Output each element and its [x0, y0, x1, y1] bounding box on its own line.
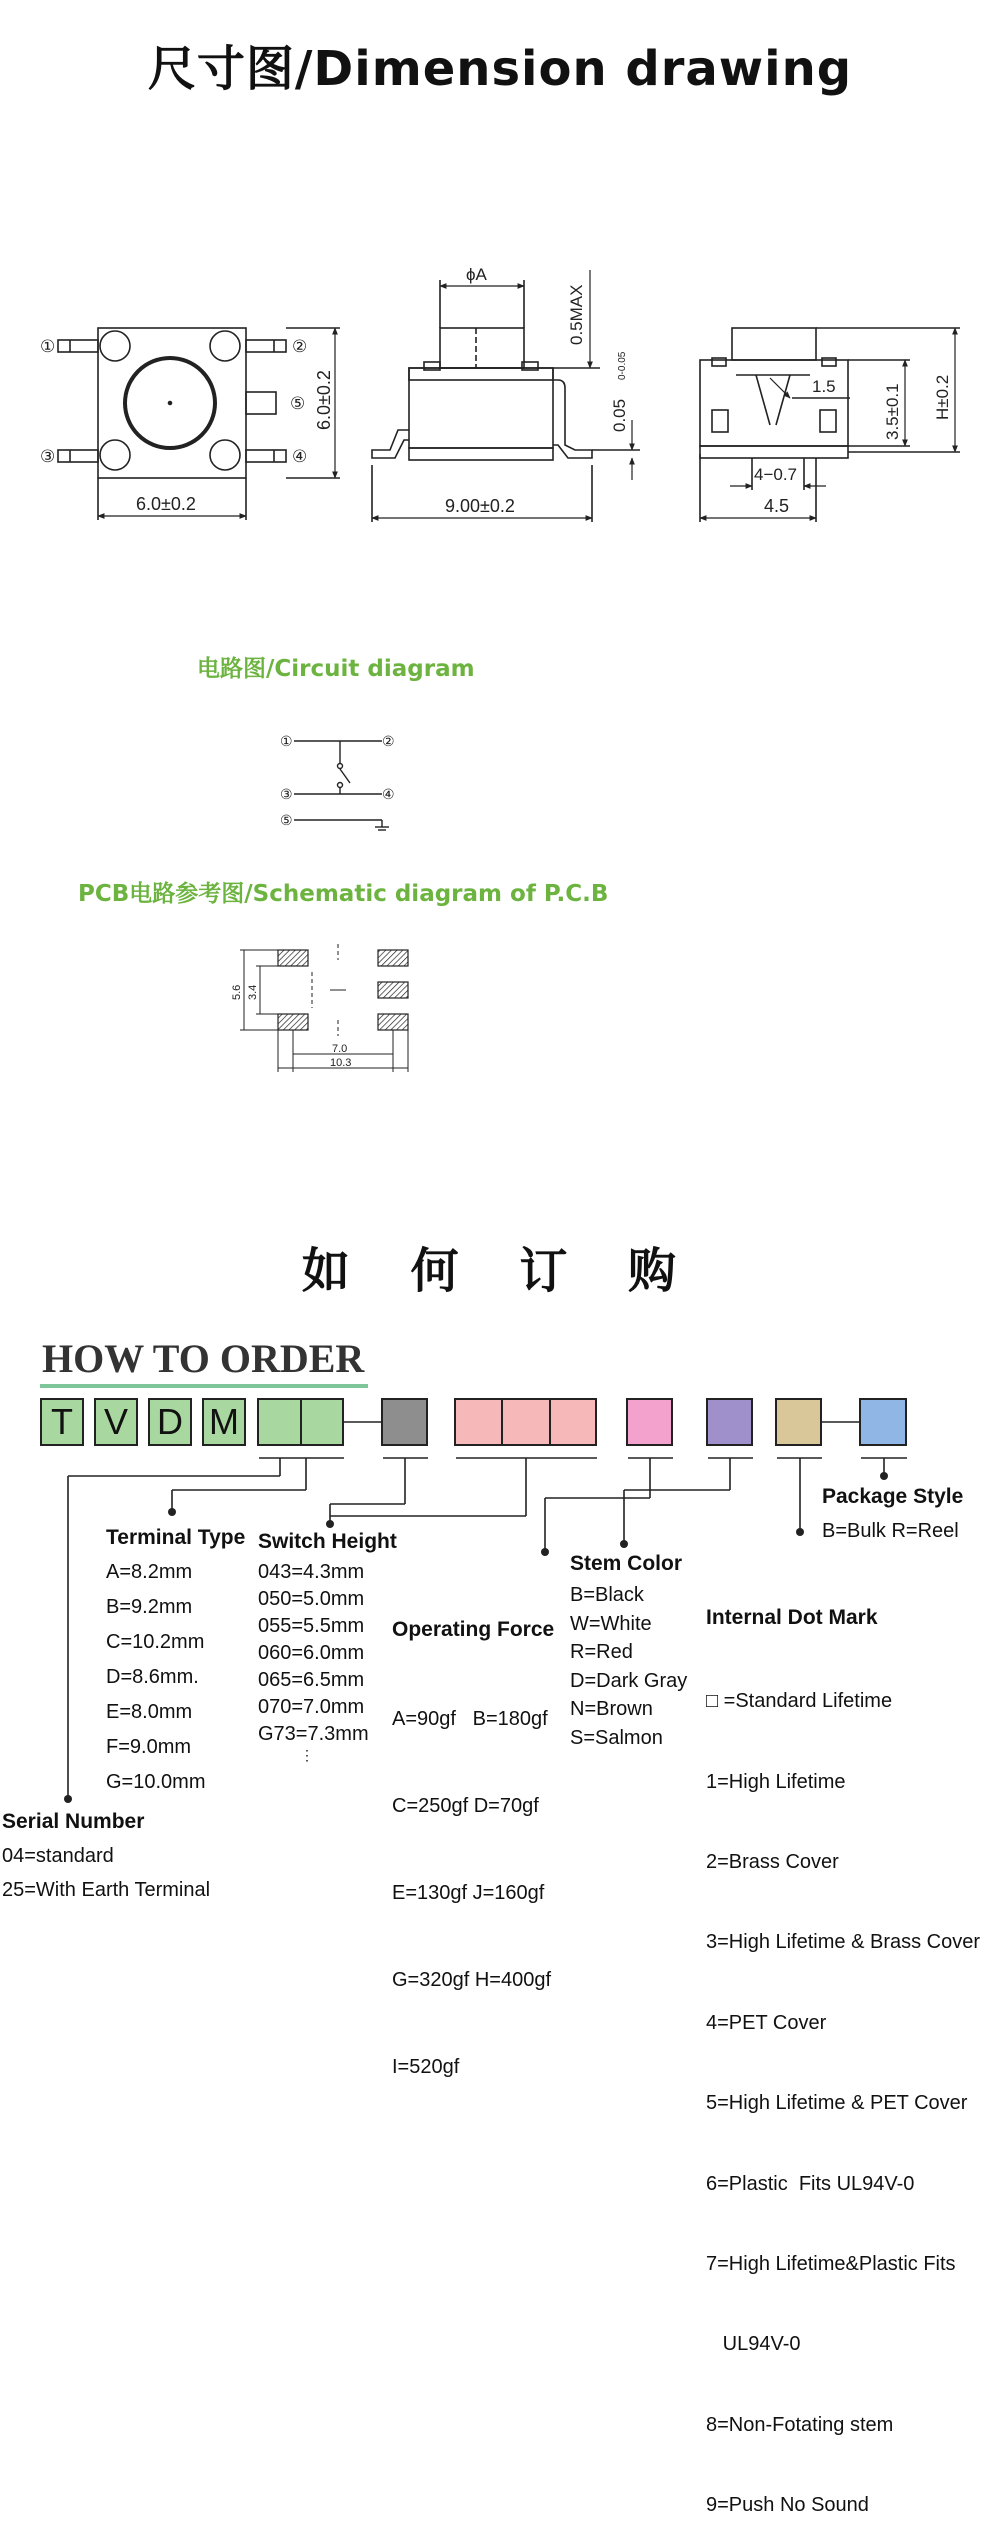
- code-letter-box: V: [94, 1398, 138, 1446]
- operating-force-group: [392, 1555, 554, 2111]
- switch-height-more: ⋮: [300, 1747, 314, 1763]
- switch-height-option: 050=5.0mm: [258, 1588, 365, 1610]
- operating-force-option: G=320gf H=400gf: [392, 1969, 552, 1991]
- terminal-type-option: F=9.0mm: [106, 1736, 192, 1758]
- dot-mark-option: 3=High Lifetime & Brass Cover: [706, 1931, 981, 1954]
- circuit-pin: ①: [280, 733, 293, 749]
- switch-height-option: 055=5.5mm: [258, 1615, 365, 1637]
- operating-force-heading: Operating Force: [392, 1618, 555, 1641]
- pcb-diagram: [220, 940, 440, 1080]
- order-title-cn: 如 何 订 购: [301, 1243, 699, 1299]
- package-style-heading: Package Style: [822, 1485, 964, 1508]
- stem-color-option: W=White: [570, 1612, 652, 1635]
- max-label: 0.5MAX: [567, 284, 586, 345]
- stem-color-option: D=Dark Gray: [570, 1669, 688, 1692]
- side-view-labels: [445, 265, 629, 516]
- order-title-en: HOW TO ORDER: [42, 1336, 365, 1381]
- width-dimension: 9.00±0.2: [445, 496, 515, 516]
- dot-mark-option: 1=High Lifetime: [706, 1770, 846, 1793]
- circuit-pin: ⑤: [280, 812, 293, 828]
- dot-mark-option: □ =Standard Lifetime: [706, 1690, 893, 1713]
- d407-dimension: 4−0.7: [754, 465, 798, 484]
- height-dimension: 6.0±0.2: [314, 370, 334, 430]
- circuit-pin: ②: [382, 733, 395, 749]
- pcb-dim-w2: 10.3: [330, 1057, 352, 1069]
- pin-label: ①: [40, 337, 56, 356]
- operating-force-option: C=250gf D=70gf: [392, 1795, 539, 1817]
- dot-mark-option: UL94V-0: [706, 2333, 801, 2356]
- stem-color-option: R=Red: [570, 1641, 633, 1663]
- stem-color-option: S=Salmon: [570, 1726, 663, 1749]
- pin-label: ⑤: [290, 394, 306, 413]
- pcb-dim-h2: 3.4: [247, 984, 259, 1000]
- end-view: [700, 328, 960, 522]
- stem-color-heading: Stem Color: [570, 1552, 683, 1575]
- code-letter-box: D: [148, 1398, 192, 1446]
- circuit-pin: ③: [280, 786, 293, 802]
- h-dimension: H±0.2: [933, 374, 952, 420]
- width-dimension: 6.0±0.2: [136, 494, 196, 514]
- switch-height-option: 060=6.0mm: [258, 1642, 365, 1664]
- pcb-dim-w1: 7.0: [332, 1043, 348, 1055]
- serial-number-group: [2, 1805, 210, 1907]
- pin-label: ②: [292, 337, 308, 356]
- top-view: [58, 328, 340, 520]
- dot-mark-option: 2=Brass Cover: [706, 1850, 839, 1873]
- switch-height-option: 043=4.3mm: [258, 1561, 365, 1583]
- internal-dot-mark-group: [706, 1547, 980, 2546]
- terminal-type-option: C=10.2mm: [106, 1631, 205, 1653]
- switch-height-heading: Switch Height: [258, 1530, 397, 1553]
- d15-dimension: 1.5: [812, 377, 836, 396]
- terminal-type-option: G=10.0mm: [106, 1771, 206, 1793]
- stem-color-option: N=Brown: [570, 1698, 653, 1720]
- terminal-type-option: B=9.2mm: [106, 1596, 193, 1618]
- stem-color-group: [570, 1547, 687, 1752]
- package-style-group: [822, 1480, 963, 1548]
- thickness-label: 0.05: [610, 398, 629, 432]
- dot-mark-option: 8=Non-Fotating stem: [706, 2413, 894, 2436]
- operating-force-option: E=130gf J=160gf: [392, 1882, 545, 1904]
- operating-force-option: A=90gf B=180gf: [392, 1708, 548, 1730]
- internal-dot-mark-heading: Internal Dot Mark: [706, 1605, 878, 1629]
- operating-force-option: I=520gf: [392, 2056, 460, 2078]
- phi-label: ϕA: [466, 265, 487, 284]
- pin-label: ③: [40, 447, 56, 466]
- terminal-type-group: [106, 1520, 245, 1800]
- d45-dimension: 4.5: [764, 496, 790, 516]
- pcb-dim-h1: 5.6: [231, 984, 243, 1000]
- d35-dimension: 3.5±0.1: [883, 383, 902, 440]
- code-letter-box: T: [40, 1398, 84, 1446]
- dot-mark-option: 7=High Lifetime&Plastic Fits: [706, 2252, 956, 2275]
- order-title-underline: [40, 1384, 368, 1388]
- switch-height-group: [258, 1525, 397, 1762]
- serial-number-option: 04=standard: [2, 1845, 114, 1867]
- terminal-type-option: A=8.2mm: [106, 1561, 193, 1583]
- top-view-labels: [40, 337, 334, 514]
- terminal-type-heading: Terminal Type: [106, 1526, 246, 1549]
- circuit-diagram: [280, 725, 410, 835]
- page-title: 尺寸图/Dimension drawing: [147, 41, 853, 97]
- dot-mark-option: 4=PET Cover: [706, 2011, 827, 2034]
- switch-height-option: G73=7.3mm: [258, 1723, 369, 1745]
- circuit-pin: ④: [382, 786, 395, 802]
- pcb-title: PCB电路参考图/Schematic diagram of P.C.B: [78, 881, 609, 907]
- terminal-type-option: D=8.6mm.: [106, 1666, 199, 1688]
- serial-number-heading: Serial Number: [2, 1810, 145, 1833]
- package-style-option: B=Bulk R=Reel: [822, 1520, 959, 1542]
- dimension-drawing: [0, 240, 1000, 560]
- circuit-title: 电路图/Circuit diagram: [197, 656, 475, 682]
- dot-mark-option: 9=Push No Sound: [706, 2494, 869, 2517]
- code-letter-box: M: [202, 1398, 246, 1446]
- pin-label: ④: [292, 447, 308, 466]
- serial-number-option: 25=With Earth Terminal: [2, 1879, 211, 1901]
- side-view: [372, 270, 640, 522]
- thickness-tolerance: 0-0.05: [617, 351, 628, 380]
- dot-mark-option: 5=High Lifetime & PET Cover: [706, 2092, 968, 2115]
- stem-color-option: B=Black: [570, 1584, 644, 1606]
- switch-height-option: 070=7.0mm: [258, 1696, 365, 1718]
- dot-mark-option: 6=Plastic Fits UL94V-0: [706, 2172, 915, 2195]
- terminal-type-option: E=8.0mm: [106, 1701, 193, 1723]
- switch-height-option: 065=6.5mm: [258, 1669, 365, 1691]
